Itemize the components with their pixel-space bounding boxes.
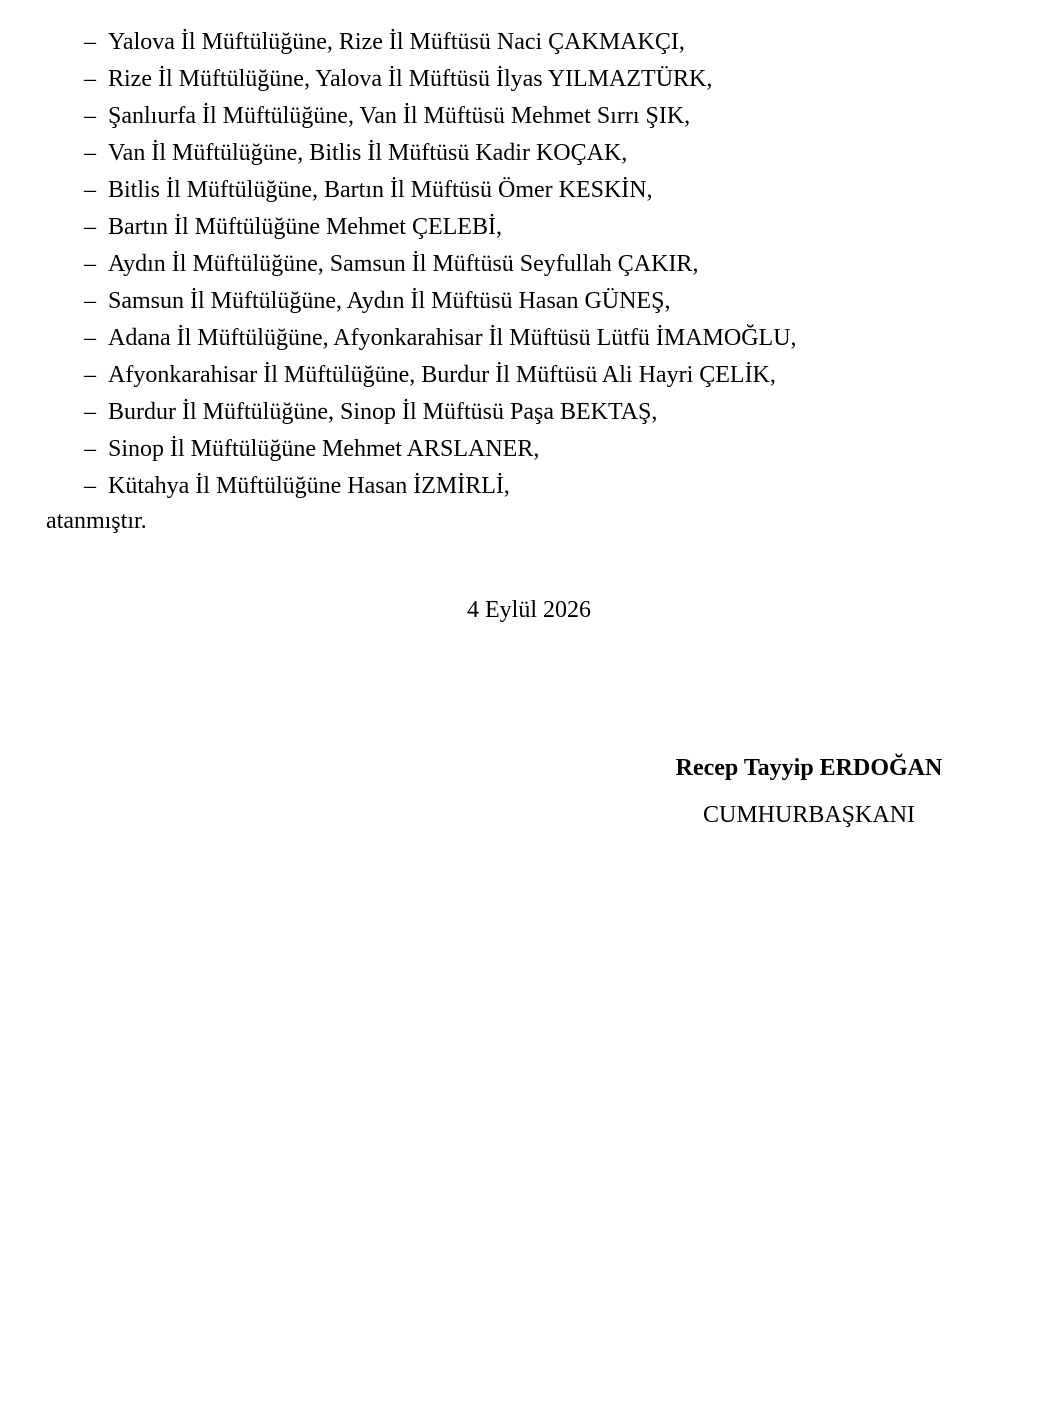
appointment-text: Burdur İl Müftülüğüne, Sinop İl Müftüsü Paşa BEKTAŞ, <box>108 399 658 425</box>
appointment-text: Bitlis İl Müftülüğüne, Bartın İl Müftüsü Ömer KESKİN, <box>108 177 653 203</box>
list-dash: – <box>84 140 96 166</box>
list-dash: – <box>84 103 96 129</box>
document-date: 4 Eylül 2026 <box>467 597 591 623</box>
appointment-item <box>84 320 797 357</box>
appointment-item <box>84 283 797 320</box>
appointment-text: Adana İl Müftülüğüne, Afyonkarahisar İl Müftüsü Lütfü İMAMOĞLU, <box>108 325 797 351</box>
list-dash: – <box>84 436 96 462</box>
appointment-item <box>84 357 797 394</box>
list-dash: – <box>84 251 96 277</box>
appointment-list <box>84 24 797 505</box>
list-dash: – <box>84 29 96 55</box>
appointment-text: Kütahya İl Müftülüğüne Hasan İZMİRLİ, <box>108 473 510 499</box>
appointment-item <box>84 135 797 172</box>
list-dash: – <box>84 177 96 203</box>
signer-name: Recep Tayyip ERDOĞAN <box>675 755 943 781</box>
list-dash: – <box>84 214 96 240</box>
appointment-text: Rize İl Müftülüğüne, Yalova İl Müftüsü İlyas YILMAZTÜRK, <box>108 66 713 92</box>
signature-block <box>620 750 998 834</box>
appointment-item <box>84 24 797 61</box>
closing-text: atanmıştır. <box>46 508 147 534</box>
appointment-item <box>84 246 797 283</box>
appointment-item <box>84 394 797 431</box>
appointment-item <box>84 431 797 468</box>
appointment-text: Samsun İl Müftülüğüne, Aydın İl Müftüsü Hasan GÜNEŞ, <box>108 288 671 314</box>
signer-title: CUMHURBAŞKANI <box>702 802 916 828</box>
appointment-text: Yalova İl Müftülüğüne, Rize İl Müftüsü Naci ÇAKMAKÇI, <box>108 29 685 55</box>
appointment-item <box>84 98 797 135</box>
list-dash: – <box>84 362 96 388</box>
list-dash: – <box>84 288 96 314</box>
appointment-text: Van İl Müftülüğüne, Bitlis İl Müftüsü Kadir KOÇAK, <box>108 140 628 166</box>
appointment-text: Sinop İl Müftülüğüne Mehmet ARSLANER, <box>108 436 540 462</box>
appointment-text: Aydın İl Müftülüğüne, Samsun İl Müftüsü Seyfullah ÇAKIR, <box>108 251 699 277</box>
list-dash: – <box>84 473 96 499</box>
appointment-item <box>84 172 797 209</box>
list-dash: – <box>84 399 96 425</box>
list-dash: – <box>84 325 96 351</box>
appointment-item <box>84 61 797 98</box>
appointment-item <box>84 209 797 246</box>
list-dash: – <box>84 66 96 92</box>
appointment-text: Bartın İl Müftülüğüne Mehmet ÇELEBİ, <box>108 214 502 240</box>
appointment-item <box>84 468 797 505</box>
appointment-text: Afyonkarahisar İl Müftülüğüne, Burdur İl Müftüsü Ali Hayri ÇELİK, <box>108 362 776 388</box>
appointment-text: Şanlıurfa İl Müftülüğüne, Van İl Müftüsü Mehmet Sırrı ŞIK, <box>108 103 691 129</box>
